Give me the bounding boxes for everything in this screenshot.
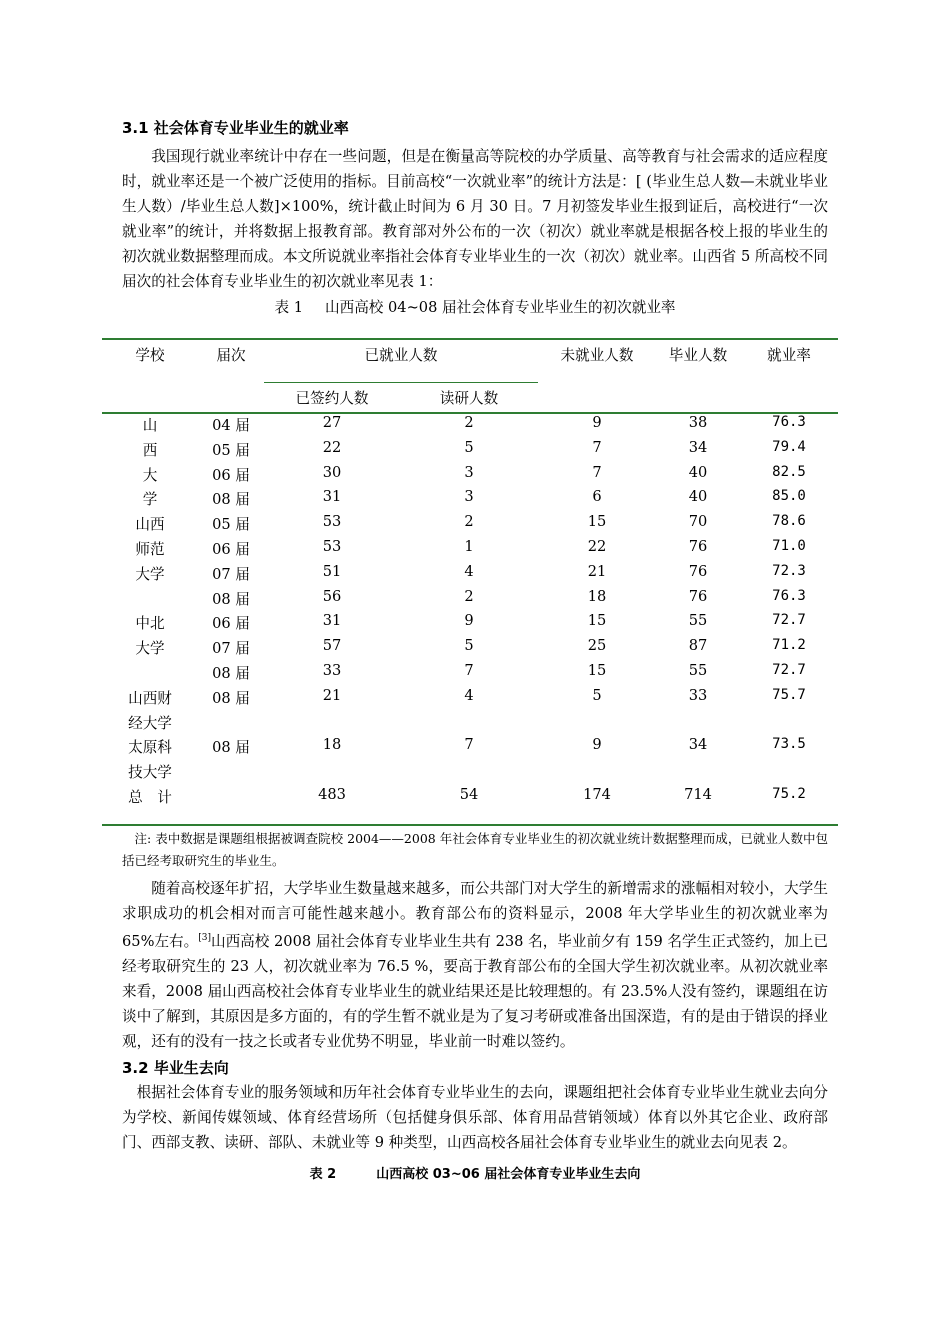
table-cell-signed: 21 [322,686,342,704]
table-cell-total: 76 [688,537,708,555]
table-cell-unemployed: 7 [592,438,602,456]
table-cell-rate: 72.3 [772,562,806,579]
header-graduates: 毕业人数 [656,339,740,382]
table-cell-total: 87 [688,637,708,655]
table-cell-total: 34 [688,438,708,456]
table-cell-cohort [198,712,264,737]
table-cell-unemployed [538,761,656,786]
table-cell-rate: 71.2 [772,637,806,654]
table-cell-cohort: 07 届 [212,565,250,583]
table-cell-rate [740,712,838,737]
table-cell-signed: 51 [322,562,342,580]
table-cell-grad: 4 [464,562,474,580]
table-cell-signed: 57 [322,637,342,655]
table-cell-school: 经大学 [128,714,172,732]
table-cell-school: 大学 [135,565,165,583]
header-signed: 已签约人数 [264,382,400,413]
table-cell-signed [264,712,400,737]
table1-caption-label: 表 1 [274,299,303,316]
table-cell-grad [400,761,538,786]
table-cell-signed: 27 [322,414,342,431]
table-cell-signed: 483 [264,786,400,825]
table-row [102,513,838,538]
table-cell-rate: 76.3 [772,414,806,430]
table-cell-school [102,588,198,613]
section-3-1-paragraph: 我国现行就业率统计中存在一些问题，但是在衡量高等院校的办学质量、高等教育与社会需求的适应程度时，就业率还是一个被广泛使用的指标。目前高校“一次就业率”的统计方法是：[ (毕业生总人数—未就业毕业生人数）/毕业生总人数]×100%，统计截止时间为 6 月 30 日。7 月初签发毕业生报到证后，高校进行“一次就业率”的统计，并将数据上报教育部。教育部对外公布的一次（初次）就业率就是根据各校上报的毕业生的初次就业数据整理而成。本文所说就业率指社会体育专业毕业生的一次（初次）就业率。山西省 5 所高校不同届次的社会体育专业毕业生的初次就业率见表 1： [122,148,828,290]
header-spacer-rate [740,382,838,413]
table-cell-grad: 3 [464,463,474,481]
header-unemployed: 未就业人数 [538,339,656,382]
table-cell-total: 70 [688,513,708,531]
table-cell-total [656,761,740,786]
table-cell-unemployed: 22 [587,537,607,555]
table-cell-total: 40 [688,463,708,481]
section-3-2-heading: 3.2 毕业生去向 [122,1058,229,1077]
table-cell-total: 34 [688,736,708,754]
table-row [102,563,838,588]
table-cell-signed: 53 [322,513,342,531]
table-row [102,637,838,662]
table1-note: 注: 表中数据是课题组根据被调查院校 2004——2008 年社会体育专业毕业生的初次就业统计数据整理而成，已就业人数中包括已经考取研究生的毕业生。 [122,831,828,868]
table-cell-unemployed [538,712,656,737]
table-row [102,612,838,637]
table-cell-rate: 78.6 [772,513,806,530]
table-cell-cohort: 08 届 [212,664,250,682]
table-cell-cohort: 06 届 [212,540,250,558]
table-row [102,588,838,613]
table-cell-school: 总 计 [102,786,198,825]
reference-mark: [3] [198,933,211,943]
table-cell-rate: 73.5 [772,736,806,753]
table-cell-rate: 72.7 [772,661,806,678]
table-cell-unemployed: 15 [587,513,607,531]
table-cell-grad: 7 [464,736,474,754]
header-employed-label: 已就业人数 [364,347,438,364]
header-spacer-cohort [198,382,264,413]
table-cell-grad: 54 [400,786,538,825]
table-cell-grad: 4 [464,686,474,704]
table-cell-total: 55 [688,661,708,679]
table-cell-cohort: 08 届 [212,739,250,757]
table-cell-rate: 71.0 [772,537,806,554]
table-cell-signed: 22 [322,438,342,456]
table-cell-unemployed: 15 [587,612,607,630]
table-cell-school: 山 [142,417,158,434]
table-cell-signed: 31 [322,612,342,630]
table1-caption [122,296,828,320]
table-cell-unemployed: 5 [592,686,602,704]
table-cell-cohort: 08 届 [212,689,250,707]
table-cell-cohort [198,786,264,825]
table-row [102,439,838,464]
table-cell-total: 38 [688,414,708,431]
table-cell-cohort: 07 届 [212,640,250,658]
table-cell-rate [740,761,838,786]
table-cell-grad: 3 [464,488,474,506]
header-rate: 就业率 [740,339,838,382]
table-cell-grad: 5 [464,438,474,456]
table-cell-total: 714 [656,786,740,825]
table-row [102,786,838,825]
table-cell-school: 中北 [135,615,165,633]
table-cell-total: 55 [688,612,708,630]
table-cell-unemployed: 15 [587,661,607,679]
header-cohort: 届次 [198,339,264,382]
table-row [102,662,838,687]
table-cell-grad: 2 [464,414,474,431]
table-cell-signed: 33 [322,661,342,679]
table-cell-grad: 9 [464,612,474,630]
table-cell-unemployed: 25 [587,637,607,655]
document-page [122,116,828,320]
table-cell-cohort: 08 届 [212,590,250,608]
table-row [102,712,838,737]
table2-caption-title: 山西高校 03~06 届社会体育专业毕业生去向 [376,1166,641,1182]
table-cell-grad: 2 [464,513,474,531]
table-cell-school: 大学 [135,640,165,658]
table-cell-signed: 53 [322,537,342,555]
table-cell-school: 师范 [135,540,165,558]
table-cell-total: 76 [688,562,708,580]
table-cell-school: 技大学 [128,764,172,782]
table-row [102,464,838,489]
section-3-2-paragraph: 根据社会体育专业的服务领域和历年社会体育专业毕业生的去向，课题组把社会体育专业毕业生就业去向分为学校、新闻传媒领域、体育经营场所（包括健身俱乐部、体育用品营销领域）体育以外其它企业、政府部门、西部支教、读研、部队、未就业等 9 种类型，山西高校各届社会体育专业毕业生的就业去向见表 2。 [122,1083,828,1151]
table-cell-grad: 7 [464,661,474,679]
table-row [102,538,838,563]
table-cell-cohort: 08 届 [212,491,250,509]
table2-caption [122,1163,828,1182]
table-cell-signed: 31 [322,488,342,506]
document-continuation [122,828,828,1195]
table-cell-cohort: 06 届 [212,615,250,633]
table-cell-signed [264,761,400,786]
table1-caption-title: 山西高校 04~08 届社会体育专业毕业生的初次就业率 [325,299,676,316]
table-cell-school: 山西财 [128,689,172,707]
table-cell-rate: 79.4 [772,438,806,455]
table-cell-total: 33 [688,686,708,704]
table-cell-school [102,662,198,687]
header-school: 学校 [102,339,198,382]
table-cell-signed: 30 [322,463,342,481]
table-cell-grad: 5 [464,637,474,655]
employment-text-a: 随着高校逐年扩招，大学毕业生数量越来越多，而公共部门对大学生的新增需求的涨幅相对较小，大学生求职成功的机会相对而言可能性越来越小。教育部公布的资料显示，2008 年大学毕业生的初次就业率为 65%左右。 [122,880,828,950]
table-cell-signed: 18 [322,736,342,754]
table-cell-unemployed: 6 [592,488,602,506]
table-cell-unemployed: 7 [592,463,602,481]
header-spacer-school [102,382,198,413]
table-row [102,413,838,439]
table-row [102,736,838,761]
table-cell-total: 40 [688,488,708,506]
table-cell-cohort: 04 届 [212,417,250,434]
table-cell-total [656,712,740,737]
table-cell-grad [400,712,538,737]
table-cell-unemployed: 174 [538,786,656,825]
table-cell-rate: 75.2 [740,786,838,825]
table1 [102,338,838,826]
table-cell-grad: 2 [464,587,474,605]
table-cell-school: 山西 [135,516,165,534]
employment-text-b: 山西高校 2008 届社会体育专业毕业生共有 238 名，毕业前夕有 159 名学生正式签约，加上已经考取研究生的 23 人，初次就业率为 76.5 %，要高于教育部公布的全国大学生初次就业率。从初次就业率来看，2008 届山西高校社会体育专业毕业生的就业结果还是比较理想的。有 23.5%人没有签约，课题组在访谈中了解到，其原因是多方面的，有的学生暂不就业是为了复习考研或准备出国深造，有的是由于错误的择业观，还有的没有一技之长或者专业优势不明显，毕业前一时难以签约。 [122,932,829,1050]
table-cell-school: 大 [142,466,158,484]
table-cell-rate: 75.7 [772,686,806,703]
table-cell-school: 学 [142,491,158,509]
table-cell-unemployed: 21 [587,562,607,580]
header-spacer-graduates [656,382,740,413]
table-cell-unemployed: 9 [592,414,602,431]
table-row [102,761,838,786]
table-cell-rate: 72.7 [772,612,806,629]
table-cell-rate: 85.0 [772,488,806,505]
table-cell-school: 太原科 [128,739,172,757]
table-cell-rate: 82.5 [772,463,806,480]
header-spacer-unemployed [538,382,656,413]
section-3-1-heading: 3.1 社会体育专业毕业生的就业率 [122,119,349,137]
table-cell-unemployed: 9 [592,736,602,754]
table-cell-cohort: 05 届 [212,516,250,534]
table-cell-cohort [198,761,264,786]
table-cell-rate: 76.3 [772,587,806,604]
header-grad-study: 读研人数 [400,382,538,413]
table-cell-signed: 56 [322,587,342,605]
table-row [102,488,838,513]
table-cell-cohort: 05 届 [212,441,250,459]
table-row [102,687,838,712]
table-cell-school: 西 [142,441,158,459]
header-employed [264,339,538,382]
table-cell-grad: 1 [464,537,474,555]
employment-paragraph [122,876,828,1054]
table-cell-unemployed: 18 [587,587,607,605]
table-cell-cohort: 06 届 [212,466,250,484]
table-cell-total: 76 [688,587,708,605]
table2-caption-label: 表 2 [309,1166,337,1182]
